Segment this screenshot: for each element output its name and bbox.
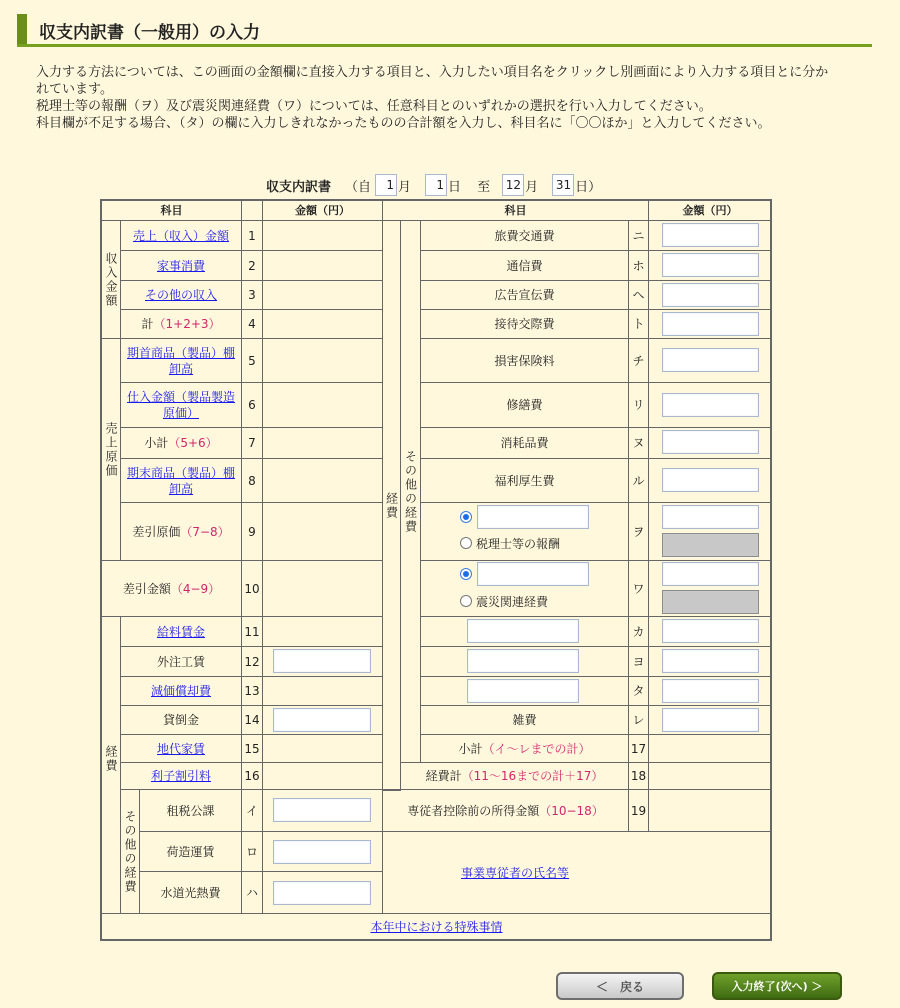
row-label: 通信費 [420, 250, 629, 281]
row-num: ヨ [628, 646, 649, 677]
header-amount-left: 金額（円） [262, 200, 383, 221]
row-num: 8 [241, 458, 263, 503]
instruction-line: 入力する方法については、この画面の金額欄に直接入力する項目と、入力したい項目名をクリックし別画面により入力する項目とに分かれています。 [36, 65, 829, 97]
row-label[interactable] [120, 382, 242, 428]
special-circumstances-cell [101, 913, 772, 941]
amount-cell [262, 502, 383, 561]
disaster-expense-label: 震災関連経費 [476, 595, 549, 609]
row-label [120, 309, 242, 339]
formula-text: （7−8） [180, 524, 230, 539]
amount-cell [262, 338, 383, 383]
row-label: 福利厚生費 [420, 458, 629, 503]
finish-next-button[interactable]: 入力終了(次へ) ＞ [712, 972, 842, 1000]
row-num: リ [628, 382, 649, 428]
period-from-prefix: （自 [345, 179, 372, 195]
family-employees-cell [382, 831, 772, 914]
row-num: ヲ [628, 502, 649, 561]
opening-inventory-link[interactable]: 期首商品（製品）棚卸高 [127, 345, 236, 376]
row-num: ホ [628, 250, 649, 281]
day-unit: 日 [448, 179, 462, 195]
custom-item-radio-wo[interactable] [460, 511, 472, 523]
row-label[interactable] [120, 762, 242, 790]
group-cost-label: 売上原価 [104, 421, 118, 478]
supplies-amount-input[interactable] [662, 430, 759, 454]
row-label: 接待交際費 [420, 309, 629, 339]
other-income-link[interactable]: その他の収入 [144, 288, 217, 302]
row-num: 4 [241, 309, 263, 339]
freight-amount-input[interactable] [273, 840, 371, 864]
row-label [420, 734, 629, 763]
formula-text: （4−9） [170, 581, 221, 596]
row-num: チ [628, 338, 649, 383]
bad-debt-amount-input[interactable] [273, 708, 371, 732]
row-num: タ [628, 676, 649, 706]
amount-cell [262, 382, 383, 428]
salaries-link[interactable]: 給料賃金 [156, 624, 205, 639]
group-income-label: 収入金額 [104, 251, 118, 308]
custom-item-name-input-wo[interactable] [477, 505, 589, 529]
tax-accountant-fee-label: 税理士等の報酬 [476, 537, 561, 551]
row-label: 修繕費 [420, 382, 629, 428]
row-num: ハ [241, 871, 263, 914]
group-expense-right-label: 経費 [384, 491, 399, 520]
custom-amount-input-wo[interactable] [662, 505, 759, 529]
header-subject-left: 科目 [101, 200, 242, 221]
taxes-dues-amount-input[interactable] [273, 798, 371, 822]
header-amount-right: 金額（円） [648, 200, 772, 221]
row-label [120, 427, 242, 459]
amount-cell [262, 762, 383, 790]
period-row [266, 173, 601, 197]
custom-amount-input-ta[interactable] [662, 679, 759, 703]
group-expense-left-label: 経費 [104, 745, 118, 773]
row-label: 広告宣伝費 [420, 280, 629, 310]
to-month-input[interactable]: 12 [502, 174, 524, 196]
group-expense-left [101, 616, 121, 914]
instruction-line: 税理士等の報酬（ヲ）及び震災関連経費（ワ）については、任意科目とのいずれかの選択を行い入力してください。 [36, 99, 712, 114]
title-accent-bar [17, 14, 27, 44]
group-other-left-label: その他の経費 [123, 809, 137, 894]
amount-cell [648, 789, 772, 832]
entertainment-amount-input[interactable] [662, 312, 759, 336]
formula-text: （イ〜レまでの計） [482, 741, 591, 756]
label-text: 差引金額 [122, 581, 171, 596]
special-circumstances-link[interactable]: 本年中における特殊事情 [370, 920, 503, 934]
custom-item-name-input-wa[interactable] [477, 562, 589, 586]
amount-cell [648, 762, 772, 790]
row-label[interactable] [120, 220, 242, 251]
row-label: 消耗品費 [420, 427, 629, 459]
advertising-amount-input[interactable] [662, 283, 759, 307]
row-num: 3 [241, 280, 263, 310]
row-label: 旅費交通費 [420, 220, 629, 251]
group-income [101, 220, 121, 339]
purchases-link[interactable]: 仕入金額（製品製造原価） [127, 390, 236, 420]
amount-cell [262, 676, 383, 706]
outsourcing-amount-input[interactable] [273, 649, 371, 673]
row-num: 2 [241, 250, 263, 281]
amount-cell [262, 560, 383, 617]
group-expense-right [382, 220, 401, 791]
insurance-amount-input[interactable] [662, 348, 759, 372]
custom-amount-input-ka[interactable] [662, 619, 759, 643]
row-label [382, 789, 629, 832]
row-num: ロ [241, 831, 263, 872]
row-label[interactable] [120, 616, 242, 647]
formula-text: （1+2+3） [153, 317, 221, 331]
row-num: 6 [241, 382, 263, 428]
depreciation-link[interactable]: 減価償却費 [150, 684, 211, 698]
amount-cell [262, 220, 383, 251]
period-label: 収支内訳書 [266, 179, 332, 195]
row-label: 荷造運賃 [139, 831, 242, 872]
from-month-input[interactable]: 1 [375, 174, 397, 196]
row-num: 14 [241, 705, 263, 735]
amount-cell [262, 458, 383, 503]
disaster-expense-amount-disabled [662, 590, 759, 614]
custom-item-name-input-ka[interactable] [467, 619, 579, 643]
custom-amount-input-wa[interactable] [662, 562, 759, 586]
row-num: ト [628, 309, 649, 339]
row-label: 外注工賃 [120, 646, 242, 677]
row-label[interactable] [120, 280, 242, 310]
row-label: 租税公課 [139, 789, 242, 832]
amount-cell [262, 427, 383, 459]
back-button[interactable]: ＜ 戻る [556, 972, 684, 1000]
label-text: 小計 [458, 741, 483, 756]
instruction-line: 科目欄が不足する場合、（タ）の欄に入力しきれなかったものの合計額を入力し、科目名に「〇〇ほか」と入力してください。 [36, 116, 771, 131]
row-label [101, 560, 242, 617]
interest-link[interactable]: 利子割引料 [150, 769, 211, 783]
formula-text: （5+6） [168, 436, 218, 450]
closing-inventory-link[interactable]: 期末商品（製品）棚卸高 [127, 465, 236, 496]
group-other-right-label: その他の経費 [403, 449, 418, 534]
rent-link[interactable]: 地代家賃 [156, 741, 205, 756]
custom-item-name-input-yo[interactable] [467, 649, 579, 673]
label-text: 小計 [144, 436, 169, 450]
from-day-input[interactable]: 1 [425, 174, 447, 196]
repairs-amount-input[interactable] [662, 393, 759, 417]
amount-cell [262, 250, 383, 281]
row-num: レ [628, 705, 649, 735]
row-num: ワ [628, 560, 649, 617]
communication-amount-input[interactable] [662, 253, 759, 277]
row-num: 18 [628, 762, 649, 790]
utilities-amount-input[interactable] [273, 881, 371, 905]
row-num: ニ [628, 220, 649, 251]
row-label[interactable] [120, 458, 242, 503]
custom-item-name-input-ta[interactable] [467, 679, 579, 703]
row-num: イ [241, 789, 263, 832]
month-unit: 月 [398, 179, 412, 195]
group-other-left [120, 789, 140, 914]
custom-item-radio-wa[interactable] [460, 568, 472, 580]
group-other-right [400, 220, 421, 763]
row-num: 7 [241, 427, 263, 459]
label-text: 差引原価 [132, 524, 181, 539]
row-label [120, 502, 242, 561]
formula-text: （11〜16までの計＋17） [461, 769, 604, 783]
household-consumption-link[interactable]: 家事消費 [156, 258, 205, 273]
to-day-input[interactable]: 31 [552, 174, 574, 196]
month-unit: 月 [525, 179, 539, 195]
amount-cell [262, 734, 383, 763]
disaster-expense-radio[interactable] [460, 595, 472, 607]
row-label: 水道光熱費 [139, 871, 242, 914]
row-num: 10 [241, 560, 263, 617]
row-label: 貸倒金 [120, 705, 242, 735]
tax-accountant-fee-amount-disabled [662, 533, 759, 557]
row-num: 17 [628, 734, 649, 763]
amount-cell [262, 280, 383, 310]
row-label[interactable] [120, 338, 242, 383]
welfare-amount-input[interactable] [662, 468, 759, 492]
row-num: ヌ [628, 427, 649, 459]
amount-cell [262, 616, 383, 647]
travel-amount-input[interactable] [662, 223, 759, 247]
row-num: 16 [241, 762, 263, 790]
instructions [36, 64, 836, 132]
page-title: 収支内訳書（一般用）の入力 [39, 23, 260, 43]
custom-amount-input-yo[interactable] [662, 649, 759, 673]
row-label[interactable] [120, 676, 242, 706]
period-close: 日） [575, 179, 602, 195]
row-num: 13 [241, 676, 263, 706]
row-label: 損害保険料 [420, 338, 629, 383]
row-num: ル [628, 458, 649, 503]
label-text: 経費計 [425, 769, 462, 783]
row-num: カ [628, 616, 649, 647]
row-num: 19 [628, 789, 649, 832]
row-label: 雑費 [420, 705, 629, 735]
tax-accountant-fee-radio[interactable] [460, 537, 472, 549]
row-num: 15 [241, 734, 263, 763]
row-num: 5 [241, 338, 263, 383]
row-num: 11 [241, 616, 263, 647]
amount-cell [262, 309, 383, 339]
header-num-left [241, 200, 263, 221]
period-to-sep: 至 [477, 179, 491, 195]
page-header [17, 14, 872, 47]
row-num: ヘ [628, 280, 649, 310]
group-cost [101, 338, 121, 561]
family-employees-link[interactable]: 事業専従者の氏名等 [461, 865, 570, 880]
row-num: 9 [241, 502, 263, 561]
amount-cell [648, 734, 772, 763]
row-label[interactable] [120, 734, 242, 763]
row-label [400, 762, 629, 790]
row-num: 1 [241, 220, 263, 251]
row-num: 12 [241, 646, 263, 677]
misc-amount-input[interactable] [662, 708, 759, 732]
formula-text: （10−18） [539, 803, 604, 818]
sales-link[interactable]: 売上（収入）金額 [132, 228, 229, 243]
label-text: 専従者控除前の所得金額 [407, 803, 540, 818]
label-text: 計 [141, 317, 154, 331]
row-label[interactable] [120, 250, 242, 281]
header-subject-right: 科目 [382, 200, 649, 221]
